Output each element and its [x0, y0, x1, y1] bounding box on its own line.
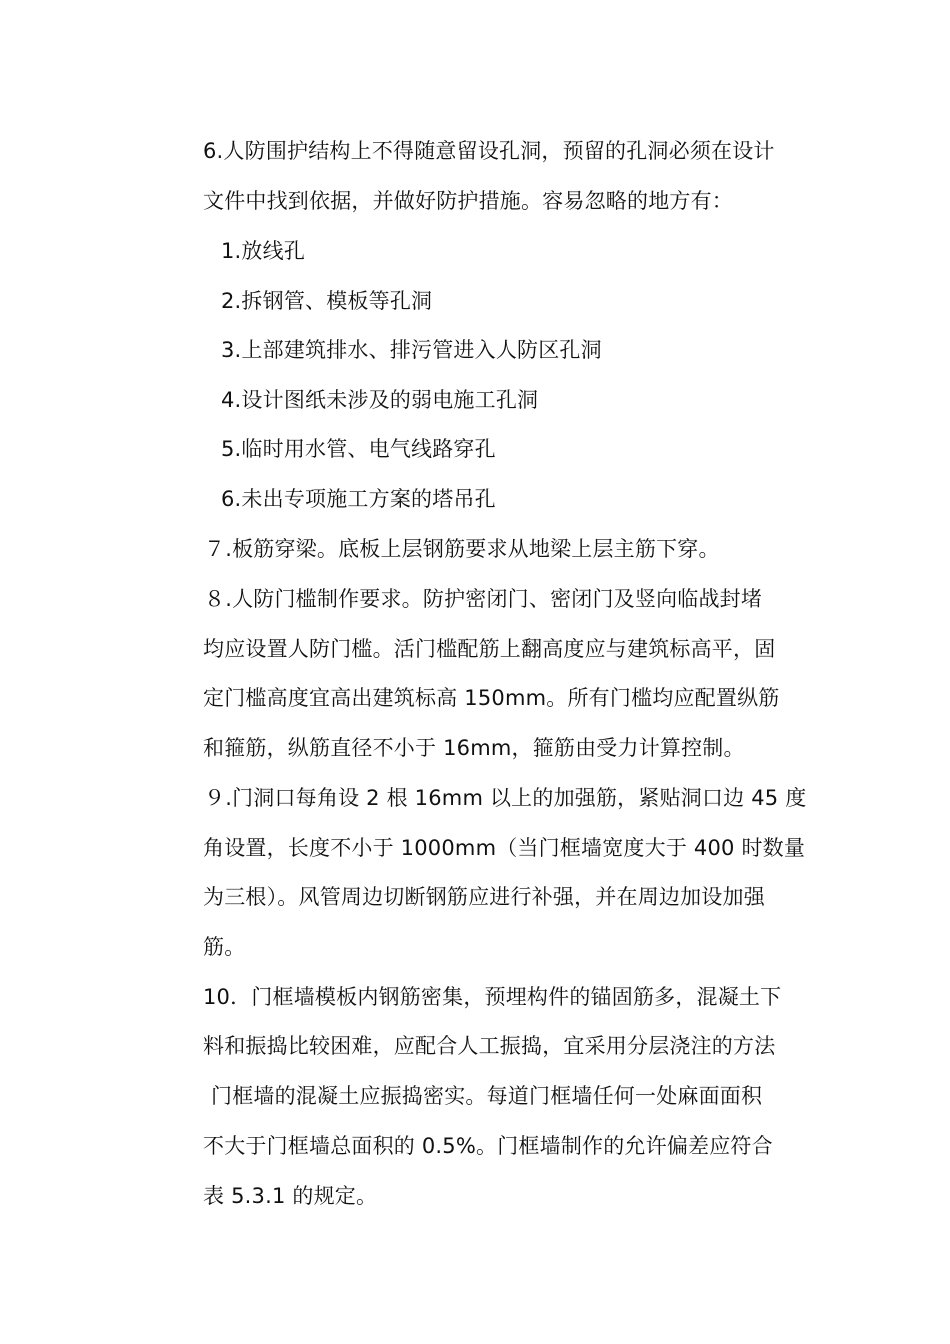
paragraph-8-line-1: ８.人防门槛制作要求。防护密闭门、密闭门及竖向临战封堵 [204, 587, 763, 611]
list-item-6: 6.未出专项施工方案的塔吊孔 [221, 487, 496, 511]
paragraph-7: ７.板筋穿梁。底板上层钢筋要求从地梁上层主筋下穿。 [204, 537, 720, 561]
paragraph-9-line-1: ９.门洞口每角设 2 根 16mm 以上的加强筋，紧贴洞口边 45 度 [204, 786, 807, 810]
paragraph-10-line-4: 不大于门框墙总面积的 0.5%。门框墙制作的允许偏差应符合 [203, 1134, 773, 1158]
paragraph-8-line-3: 定门槛高度宜高出建筑标高 150mm。所有门槛均应配置纵筋 [203, 686, 780, 710]
paragraph-6-line-1: 6.人防围护结构上不得随意留设孔洞，预留的孔洞必须在设计 [203, 139, 775, 163]
paragraph-9-line-4: 筋。 [203, 935, 246, 959]
paragraph-10-line-2: 料和振捣比较困难，应配合人工振捣，宜采用分层浇注的方法 [203, 1034, 776, 1058]
list-item-2: 2.拆钢管、模板等孔洞 [221, 289, 433, 313]
paragraph-9-line-2: 角设置，长度不小于 1000mm（当门框墙宽度大于 400 时数量 [203, 836, 806, 860]
paragraph-10-line-5: 表 5.3.1 的规定。 [203, 1184, 378, 1208]
paragraph-8-line-2: 均应设置人防门槛。活门槛配筋上翻高度应与建筑标高平，固 [203, 637, 776, 661]
list-item-5: 5.临时用水管、电气线路穿孔 [221, 437, 496, 461]
paragraph-10-line-1: 10．门框墙模板内钢筋密集，预埋构件的锚固筋多，混凝土下 [203, 985, 782, 1009]
paragraph-9-line-3: 为三根）。风管周边切断钢筋应进行补强，并在周边加设加强 [203, 885, 765, 909]
paragraph-8-line-4: 和箍筋，纵筋直径不小于 16mm，箍筋由受力计算控制。 [203, 736, 745, 760]
paragraph-6-line-2: 文件中找到依据，并做好防护措施。容易忽略的地方有： [203, 189, 733, 213]
list-item-3: 3.上部建筑排水、排污管进入人防区孔洞 [221, 338, 602, 362]
list-item-4: 4.设计图纸未涉及的弱电施工孔洞 [221, 388, 539, 412]
list-item-1: 1.放线孔 [221, 239, 306, 263]
paragraph-10-line-3: 门框墙的混凝土应振捣密实。每道门框墙任何一处麻面面积 [211, 1084, 763, 1108]
